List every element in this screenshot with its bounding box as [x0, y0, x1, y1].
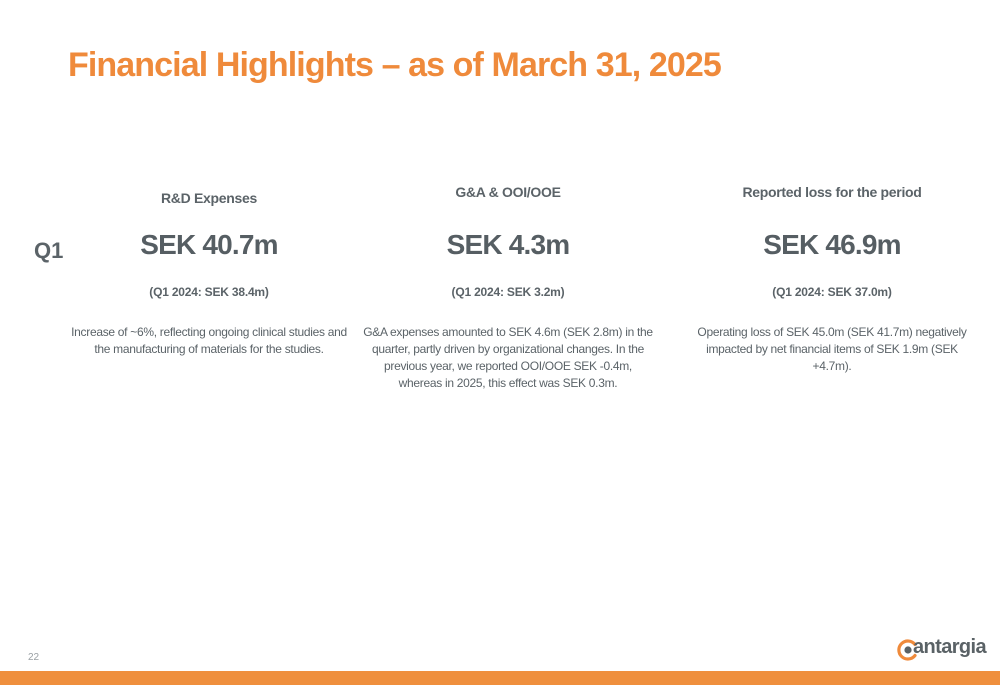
period-label: Q1 — [34, 238, 64, 263]
column-heading: Reported loss for the period — [742, 184, 922, 200]
column-value: SEK 46.9m — [763, 229, 901, 260]
company-logo — [897, 636, 987, 664]
column-value: SEK 40.7m — [140, 229, 278, 260]
column-heading: R&D Expenses — [161, 190, 257, 206]
column-description: Increase of ~6%, reflecting ongoing clinical studies and the manufacturing of materials for the studies. — [71, 325, 347, 356]
column-value: SEK 4.3m — [446, 229, 570, 260]
column-heading: G&A & OOI/OOE — [455, 184, 561, 200]
column-comparison: (Q1 2024: SEK 38.4m) — [149, 285, 269, 299]
column-description: G&A expenses amounted to SEK 4.6m (SEK 2.8m) in the quarter, partly driven by organizational changes. In the previous year, we reported OOI/OOE SEK -0.4m, whereas in 2025, this effect was SEK 0.3m. — [363, 325, 653, 390]
logo-text: antargia — [913, 636, 987, 658]
column-description: Operating loss of SEK 45.0m (SEK 41.7m) negatively impacted by net financial items of SEK 1.9m (SEK +4.7m). — [697, 325, 967, 373]
page-number: 22 — [28, 652, 40, 663]
column-comparison: (Q1 2024: SEK 37.0m) — [772, 285, 892, 299]
slide-title: Financial Highlights – as of March 31, 2025 — [68, 46, 721, 84]
column-comparison: (Q1 2024: SEK 3.2m) — [451, 285, 565, 299]
footer-bar — [0, 671, 1000, 685]
